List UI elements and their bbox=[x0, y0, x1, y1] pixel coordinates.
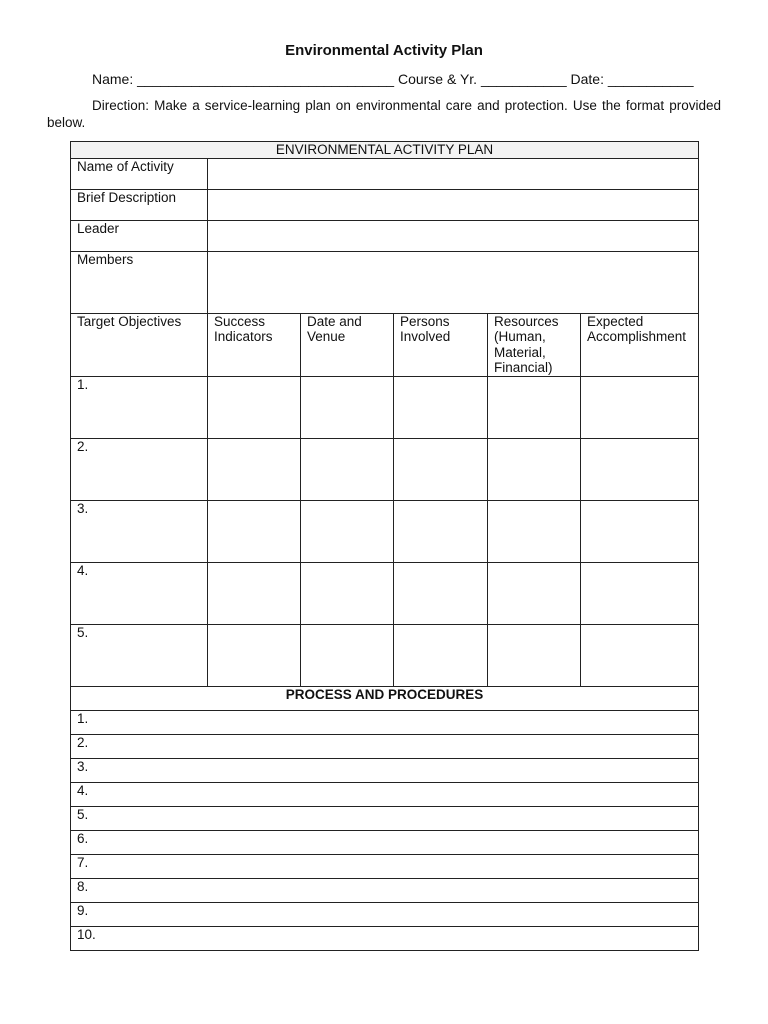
leader-field[interactable] bbox=[208, 220, 699, 251]
table-cell[interactable] bbox=[208, 624, 301, 686]
objective-number: 3. bbox=[71, 500, 208, 562]
objective-row bbox=[71, 500, 699, 562]
objective-row bbox=[71, 562, 699, 624]
table-cell[interactable] bbox=[394, 624, 488, 686]
column-header: Date and Venue bbox=[301, 313, 394, 376]
table-cell[interactable] bbox=[208, 438, 301, 500]
process-step-row[interactable]: 8. bbox=[71, 878, 699, 902]
name-course-date-line: Name: _________________________________ Course & Yr. ___________ Date: ___________ bbox=[92, 71, 694, 87]
field-label: Members bbox=[71, 251, 208, 313]
process-step-row[interactable]: 1. bbox=[71, 710, 699, 734]
field-label: Brief Description bbox=[71, 189, 208, 220]
table-cell[interactable] bbox=[581, 500, 699, 562]
table-cell[interactable] bbox=[488, 562, 581, 624]
direction-text: Direction: Make a service-learning plan on environmental care and protection. Use the format provided below. bbox=[47, 98, 721, 130]
table-cell[interactable] bbox=[301, 438, 394, 500]
column-header: Persons Involved bbox=[394, 313, 488, 376]
table-cell[interactable] bbox=[394, 500, 488, 562]
table-cell[interactable] bbox=[301, 376, 394, 438]
process-step-row[interactable]: 10. bbox=[71, 926, 699, 950]
table-cell[interactable] bbox=[581, 562, 699, 624]
table-cell[interactable] bbox=[208, 562, 301, 624]
objective-number: 1. bbox=[71, 376, 208, 438]
objective-number: 5. bbox=[71, 624, 208, 686]
process-step-row[interactable]: 9. bbox=[71, 902, 699, 926]
table-cell[interactable] bbox=[581, 376, 699, 438]
process-step-row[interactable]: 4. bbox=[71, 782, 699, 806]
objective-number: 4. bbox=[71, 562, 208, 624]
table-cell[interactable] bbox=[394, 562, 488, 624]
field-label: Leader bbox=[71, 220, 208, 251]
table-cell[interactable] bbox=[301, 562, 394, 624]
table-cell[interactable] bbox=[208, 500, 301, 562]
process-step-row[interactable]: 7. bbox=[71, 854, 699, 878]
column-header: Expected Accomplishment bbox=[581, 313, 699, 376]
table-cell[interactable] bbox=[581, 438, 699, 500]
column-header: Resources (Human, Material, Financial) bbox=[488, 313, 581, 376]
name-of-activity-field[interactable] bbox=[208, 158, 699, 189]
table-cell[interactable] bbox=[394, 376, 488, 438]
table-title: ENVIRONMENTAL ACTIVITY PLAN bbox=[71, 142, 699, 159]
table-cell[interactable] bbox=[488, 438, 581, 500]
table-cell[interactable] bbox=[208, 376, 301, 438]
table-cell[interactable] bbox=[301, 624, 394, 686]
process-step-row[interactable]: 3. bbox=[71, 758, 699, 782]
table-cell[interactable] bbox=[488, 500, 581, 562]
process-step-row[interactable]: 2. bbox=[71, 734, 699, 758]
objective-row bbox=[71, 624, 699, 686]
process-step-row[interactable]: 6. bbox=[71, 830, 699, 854]
table-cell[interactable] bbox=[488, 624, 581, 686]
field-label: Name of Activity bbox=[71, 158, 208, 189]
column-header: Target Objectives bbox=[71, 313, 208, 376]
members-field[interactable] bbox=[208, 251, 699, 313]
table-cell[interactable] bbox=[581, 624, 699, 686]
page-title: Environmental Activity Plan bbox=[285, 42, 483, 59]
table-cell[interactable] bbox=[394, 438, 488, 500]
column-header: Success Indicators bbox=[208, 313, 301, 376]
process-procedures-heading: PROCESS AND PROCEDURES bbox=[71, 686, 699, 710]
table-cell[interactable] bbox=[301, 500, 394, 562]
objective-number: 2. bbox=[71, 438, 208, 500]
activity-plan-table bbox=[70, 141, 699, 951]
brief-description-field[interactable] bbox=[208, 189, 699, 220]
objective-row bbox=[71, 438, 699, 500]
process-step-row[interactable]: 5. bbox=[71, 806, 699, 830]
objective-row bbox=[71, 376, 699, 438]
table-cell[interactable] bbox=[488, 376, 581, 438]
